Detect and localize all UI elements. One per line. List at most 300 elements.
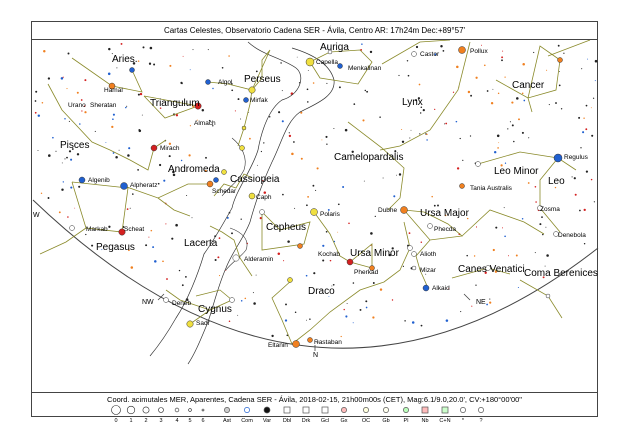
field-star bbox=[563, 53, 564, 54]
field-star bbox=[193, 49, 194, 50]
field-star bbox=[67, 216, 69, 218]
constellation-label[interactable]: Aries bbox=[112, 54, 135, 65]
field-star bbox=[493, 249, 495, 251]
field-star bbox=[131, 266, 134, 269]
star-label[interactable]: Mizar bbox=[420, 267, 436, 274]
star-label[interactable]: Urano bbox=[68, 102, 86, 109]
field-star bbox=[362, 119, 364, 121]
legend-label: 2 bbox=[144, 418, 148, 424]
field-star bbox=[41, 193, 42, 194]
field-star bbox=[43, 50, 45, 52]
field-star bbox=[497, 147, 499, 149]
field-star bbox=[125, 107, 126, 108]
cardinal-nw: NW bbox=[142, 299, 154, 306]
field-star bbox=[278, 111, 280, 113]
legend-item-comet bbox=[241, 407, 253, 424]
constellation-label[interactable]: Leo Minor bbox=[494, 166, 539, 177]
field-star bbox=[84, 111, 86, 113]
star-label[interactable]: Sadr bbox=[196, 320, 210, 327]
field-star bbox=[535, 252, 536, 253]
cardinal-tick bbox=[158, 294, 164, 300]
bright-star[interactable] bbox=[260, 210, 265, 215]
constellation-label[interactable]: Pisces bbox=[60, 140, 90, 151]
field-star bbox=[535, 186, 537, 188]
field-star bbox=[179, 270, 180, 271]
field-star bbox=[364, 181, 365, 182]
star-label[interactable]: Rastaban bbox=[314, 339, 342, 346]
constellation-label[interactable]: Leo bbox=[548, 176, 565, 187]
field-star bbox=[297, 57, 298, 58]
field-star bbox=[372, 316, 374, 318]
field-star bbox=[419, 133, 420, 134]
field-star bbox=[502, 227, 503, 228]
bright-star[interactable] bbox=[428, 224, 433, 229]
field-star bbox=[282, 90, 283, 91]
field-star bbox=[69, 121, 70, 122]
field-star bbox=[471, 306, 472, 307]
field-star bbox=[337, 232, 338, 233]
field-star bbox=[219, 237, 221, 239]
bright-star[interactable] bbox=[187, 321, 193, 327]
bright-star[interactable] bbox=[151, 145, 157, 151]
field-star bbox=[398, 75, 399, 76]
bright-star[interactable] bbox=[207, 181, 213, 187]
legend-label: Drk bbox=[301, 418, 311, 424]
bright-star[interactable] bbox=[460, 184, 465, 189]
star-label[interactable]: Pollux bbox=[470, 48, 488, 55]
field-star bbox=[504, 76, 505, 77]
field-star bbox=[287, 240, 290, 243]
bright-star[interactable] bbox=[121, 183, 128, 190]
field-star bbox=[306, 320, 307, 321]
field-star bbox=[208, 49, 209, 50]
field-star bbox=[212, 88, 213, 89]
field-star bbox=[127, 154, 130, 157]
field-star bbox=[434, 205, 436, 207]
field-star bbox=[289, 132, 290, 133]
field-star bbox=[182, 284, 184, 286]
field-star bbox=[584, 243, 585, 244]
legend-label: * bbox=[461, 418, 465, 424]
field-star bbox=[440, 45, 442, 47]
legend-item-mag-1 bbox=[127, 406, 135, 424]
field-star bbox=[489, 302, 491, 304]
bright-star[interactable] bbox=[554, 154, 562, 162]
field-star bbox=[63, 77, 64, 78]
field-star bbox=[404, 320, 405, 321]
field-star bbox=[163, 180, 165, 182]
star-label[interactable]: Mirach bbox=[160, 145, 180, 152]
field-star bbox=[462, 160, 463, 161]
field-star bbox=[507, 128, 508, 129]
field-star bbox=[541, 216, 543, 218]
field-star bbox=[353, 322, 354, 323]
field-star bbox=[105, 142, 106, 143]
field-star bbox=[301, 158, 303, 160]
field-star bbox=[522, 93, 524, 95]
field-star bbox=[158, 183, 160, 185]
bright-star[interactable] bbox=[412, 252, 417, 257]
field-star bbox=[594, 201, 595, 202]
field-star bbox=[333, 128, 334, 129]
bright-star[interactable] bbox=[222, 170, 227, 175]
field-star bbox=[183, 56, 184, 57]
field-star bbox=[426, 134, 427, 135]
bright-star[interactable] bbox=[164, 298, 169, 303]
field-star bbox=[365, 90, 366, 91]
field-star bbox=[78, 186, 80, 188]
star-label[interactable]: Almach bbox=[194, 120, 216, 127]
field-star bbox=[419, 84, 421, 86]
constellation-label[interactable]: Auriga bbox=[320, 42, 349, 53]
legend-label: 5 bbox=[188, 418, 192, 424]
field-star bbox=[245, 298, 247, 300]
field-star bbox=[409, 232, 411, 234]
field-star bbox=[423, 109, 425, 111]
field-star bbox=[111, 126, 113, 128]
legend-item-globular-cluster bbox=[382, 407, 389, 424]
field-star bbox=[79, 123, 81, 125]
field-star bbox=[322, 259, 324, 261]
field-star bbox=[595, 80, 596, 81]
field-star bbox=[360, 309, 362, 311]
star-label[interactable]: Alioth bbox=[420, 251, 437, 258]
star-label[interactable]: Polaris bbox=[320, 211, 340, 218]
bright-star[interactable] bbox=[214, 178, 219, 183]
bright-star[interactable] bbox=[130, 68, 135, 73]
constellation-label[interactable]: Canes Venatici bbox=[458, 264, 525, 275]
field-star bbox=[347, 303, 348, 304]
field-star bbox=[512, 124, 514, 126]
field-star bbox=[453, 92, 454, 93]
field-star bbox=[492, 89, 493, 90]
bright-star[interactable] bbox=[70, 226, 75, 231]
constellation-label[interactable]: Cepheus bbox=[266, 222, 307, 233]
field-star bbox=[370, 51, 372, 53]
field-star bbox=[522, 132, 524, 134]
star-label[interactable]: Menkalinan bbox=[348, 65, 382, 72]
constellation-label[interactable]: Perseus bbox=[244, 74, 281, 85]
field-star bbox=[186, 195, 187, 196]
field-star bbox=[309, 318, 311, 320]
field-star bbox=[434, 109, 435, 110]
field-star bbox=[63, 181, 64, 182]
field-star bbox=[522, 63, 525, 66]
field-star bbox=[481, 45, 482, 46]
field-star bbox=[74, 208, 75, 209]
field-star bbox=[38, 114, 40, 116]
bright-star[interactable] bbox=[79, 177, 85, 183]
star-label[interactable]: Dubhe bbox=[378, 207, 398, 214]
bright-star[interactable] bbox=[408, 246, 413, 251]
field-star bbox=[128, 147, 130, 149]
field-star bbox=[446, 319, 449, 322]
star-label[interactable]: Phecda bbox=[434, 226, 457, 233]
field-star bbox=[466, 255, 468, 257]
legend-item-mag-2 bbox=[143, 407, 149, 424]
bright-star[interactable] bbox=[347, 259, 353, 265]
field-star bbox=[241, 219, 242, 220]
field-star bbox=[280, 62, 281, 63]
field-star bbox=[580, 147, 581, 148]
field-star bbox=[48, 154, 51, 157]
field-star bbox=[48, 77, 50, 79]
star-label[interactable]: Denebola bbox=[558, 232, 586, 239]
star-label[interactable]: Castor bbox=[420, 51, 440, 58]
constellation-label[interactable]: Ursa Major bbox=[420, 208, 469, 219]
field-star bbox=[456, 121, 458, 123]
field-star bbox=[518, 118, 520, 120]
bright-star[interactable] bbox=[233, 255, 239, 261]
bright-star[interactable] bbox=[338, 64, 343, 69]
bright-star[interactable] bbox=[401, 207, 408, 214]
field-star bbox=[401, 129, 402, 130]
field-star bbox=[108, 73, 111, 76]
field-star bbox=[575, 194, 577, 196]
field-star bbox=[261, 151, 262, 152]
star-label[interactable]: Alkaid bbox=[432, 285, 450, 292]
star-label[interactable]: Algol bbox=[218, 79, 233, 86]
star-label[interactable]: Pherkad bbox=[354, 269, 379, 276]
field-star bbox=[497, 135, 500, 138]
field-star bbox=[48, 197, 50, 199]
star-label[interactable]: Caph bbox=[256, 194, 272, 201]
field-star bbox=[502, 51, 503, 52]
field-star bbox=[555, 102, 557, 104]
field-star bbox=[338, 203, 340, 205]
star-label[interactable]: Scheat bbox=[124, 226, 145, 233]
field-star bbox=[365, 300, 367, 302]
field-star bbox=[486, 304, 488, 306]
field-star bbox=[555, 187, 556, 188]
legend-label: Dbl bbox=[282, 418, 292, 424]
star-label[interactable]: Deneb bbox=[172, 300, 192, 307]
chart-caption: Coord. acimutales MER, Aparentes, Cadena SER - Ávila, 2018-02-15, 21h00m00s (CET), Mag:6.1/9.0,20.0', CV:+180°00'00" bbox=[31, 392, 598, 406]
star-label[interactable]: Zosma bbox=[540, 206, 560, 213]
bright-star[interactable] bbox=[412, 266, 416, 270]
bright-star[interactable] bbox=[293, 341, 300, 348]
bright-star[interactable] bbox=[306, 58, 314, 66]
field-star bbox=[380, 288, 382, 290]
field-star bbox=[421, 241, 422, 242]
star-label[interactable]: Alderamin bbox=[244, 256, 274, 263]
field-star bbox=[528, 182, 530, 184]
bright-star[interactable] bbox=[230, 298, 235, 303]
field-star bbox=[253, 292, 254, 293]
legend-item-planetary-nebula bbox=[403, 407, 408, 424]
field-star bbox=[574, 177, 576, 179]
field-star bbox=[587, 59, 588, 60]
field-star bbox=[269, 116, 271, 118]
bright-star[interactable] bbox=[240, 146, 245, 151]
legend-label: ? bbox=[479, 418, 483, 424]
field-star bbox=[108, 48, 110, 50]
field-star bbox=[476, 226, 477, 227]
field-star bbox=[353, 282, 355, 284]
field-star bbox=[132, 193, 134, 195]
bright-star[interactable] bbox=[298, 244, 303, 249]
star-label[interactable]: Eltanin bbox=[268, 342, 288, 349]
field-star bbox=[95, 131, 96, 132]
legend-label: Pl bbox=[403, 418, 409, 424]
bright-star[interactable] bbox=[412, 52, 417, 57]
field-star bbox=[539, 223, 541, 225]
field-star bbox=[81, 110, 82, 111]
field-star bbox=[416, 46, 418, 48]
field-star bbox=[215, 259, 217, 261]
field-star bbox=[593, 98, 594, 99]
field-star bbox=[468, 91, 470, 93]
field-star bbox=[579, 210, 581, 212]
bright-star[interactable] bbox=[558, 58, 563, 63]
field-star bbox=[130, 208, 131, 209]
field-star bbox=[460, 138, 461, 139]
legend-label: 1 bbox=[129, 418, 133, 424]
field-star bbox=[345, 315, 347, 317]
field-star bbox=[136, 61, 137, 62]
constellation-label[interactable]: Cygnus bbox=[198, 304, 232, 315]
bright-star[interactable] bbox=[244, 98, 249, 103]
field-star bbox=[289, 135, 291, 137]
field-star bbox=[578, 117, 580, 119]
bright-star[interactable] bbox=[308, 338, 313, 343]
field-star bbox=[522, 218, 524, 220]
field-star bbox=[330, 260, 332, 262]
field-star bbox=[403, 266, 404, 267]
field-star bbox=[366, 91, 368, 93]
field-star bbox=[66, 88, 67, 89]
bright-star[interactable] bbox=[242, 126, 246, 130]
field-star bbox=[348, 223, 350, 225]
bright-star[interactable] bbox=[206, 80, 211, 85]
legend-label: Nb bbox=[421, 418, 429, 424]
field-star bbox=[411, 130, 412, 131]
bright-star[interactable] bbox=[249, 193, 255, 199]
constellation-label[interactable]: Pegasus bbox=[96, 242, 135, 253]
legend-label: Gcl bbox=[320, 418, 330, 424]
field-star bbox=[154, 260, 157, 263]
star-label[interactable]: Sheratan bbox=[90, 102, 117, 109]
field-star bbox=[231, 89, 233, 91]
field-star bbox=[116, 67, 117, 68]
constellation-label[interactable]: Lacerta bbox=[184, 238, 218, 249]
field-star bbox=[475, 77, 477, 79]
legend-item-nebula bbox=[421, 407, 428, 424]
star-label[interactable]: Regulus bbox=[564, 154, 588, 161]
field-star bbox=[306, 204, 308, 206]
bright-star[interactable] bbox=[459, 47, 466, 54]
constellation-label[interactable]: Draco bbox=[308, 286, 335, 297]
bright-star[interactable] bbox=[476, 162, 481, 167]
field-star bbox=[55, 151, 56, 152]
field-star bbox=[142, 115, 143, 116]
field-star bbox=[91, 245, 93, 247]
field-star bbox=[181, 160, 182, 161]
field-star bbox=[312, 185, 314, 187]
star-label[interactable]: Alpheratz bbox=[130, 182, 158, 189]
field-star bbox=[489, 299, 490, 300]
field-star bbox=[127, 208, 129, 210]
field-star bbox=[108, 226, 110, 228]
field-star bbox=[443, 50, 445, 52]
field-star bbox=[585, 128, 587, 130]
field-star bbox=[505, 163, 506, 164]
field-star bbox=[504, 235, 506, 237]
star-label[interactable]: Hamal bbox=[104, 87, 123, 94]
star-label[interactable]: Capella bbox=[316, 59, 339, 66]
constellation-label[interactable]: Cancer bbox=[512, 80, 545, 91]
field-star bbox=[370, 232, 373, 235]
star-label[interactable]: Algenib bbox=[88, 177, 110, 184]
star-label[interactable]: Schedar bbox=[212, 188, 237, 195]
field-star bbox=[475, 285, 476, 286]
field-star bbox=[150, 47, 153, 50]
field-star bbox=[494, 151, 496, 153]
field-star bbox=[162, 260, 164, 262]
star-label[interactable]: Kochab bbox=[318, 251, 341, 258]
field-star bbox=[498, 142, 499, 143]
constellation-label[interactable]: Lynx bbox=[402, 97, 423, 108]
bright-star[interactable] bbox=[546, 294, 550, 298]
field-star bbox=[113, 114, 115, 116]
field-star bbox=[285, 303, 287, 305]
bright-star[interactable] bbox=[288, 278, 293, 283]
field-star bbox=[491, 102, 493, 104]
legend-label: C+N bbox=[439, 418, 451, 424]
star-label[interactable]: Mirfak bbox=[250, 97, 268, 104]
bright-star[interactable] bbox=[249, 87, 255, 93]
constellation-label[interactable]: Cassiopeia bbox=[230, 174, 280, 185]
field-star bbox=[559, 71, 560, 72]
field-star bbox=[326, 83, 327, 84]
constellation-label[interactable]: Ursa Minor bbox=[350, 248, 399, 259]
legend-item-galaxy-cluster bbox=[321, 407, 329, 424]
field-star bbox=[283, 260, 284, 261]
star-label[interactable]: Tania Australis bbox=[470, 185, 512, 192]
bright-star[interactable] bbox=[311, 209, 318, 216]
bright-star[interactable] bbox=[423, 285, 429, 291]
field-star bbox=[470, 135, 471, 136]
field-star bbox=[202, 109, 204, 111]
field-star bbox=[77, 153, 79, 155]
field-star bbox=[121, 43, 123, 45]
field-star bbox=[581, 68, 582, 69]
field-star bbox=[495, 227, 497, 229]
field-star bbox=[248, 112, 249, 113]
field-star bbox=[38, 150, 39, 151]
field-star bbox=[516, 97, 519, 100]
field-star bbox=[307, 196, 309, 198]
field-star bbox=[188, 154, 190, 156]
star-label[interactable]: Markab bbox=[86, 226, 108, 233]
field-star bbox=[171, 238, 173, 240]
field-star bbox=[291, 153, 294, 156]
constellation-label[interactable]: Triangulum bbox=[150, 98, 200, 109]
field-star bbox=[513, 141, 515, 143]
constellation-label[interactable]: Camelopardalis bbox=[334, 152, 404, 163]
field-star bbox=[399, 173, 401, 175]
field-star bbox=[516, 255, 518, 257]
field-star bbox=[321, 139, 322, 140]
cardinal-tick bbox=[464, 294, 470, 300]
field-star bbox=[457, 167, 459, 169]
constellation-label[interactable]: Coma Berenices bbox=[524, 268, 598, 279]
field-star bbox=[192, 217, 193, 218]
field-star bbox=[546, 254, 549, 257]
constellation-label[interactable]: Andromeda bbox=[168, 164, 220, 175]
field-star bbox=[510, 121, 511, 122]
field-star bbox=[375, 216, 376, 217]
